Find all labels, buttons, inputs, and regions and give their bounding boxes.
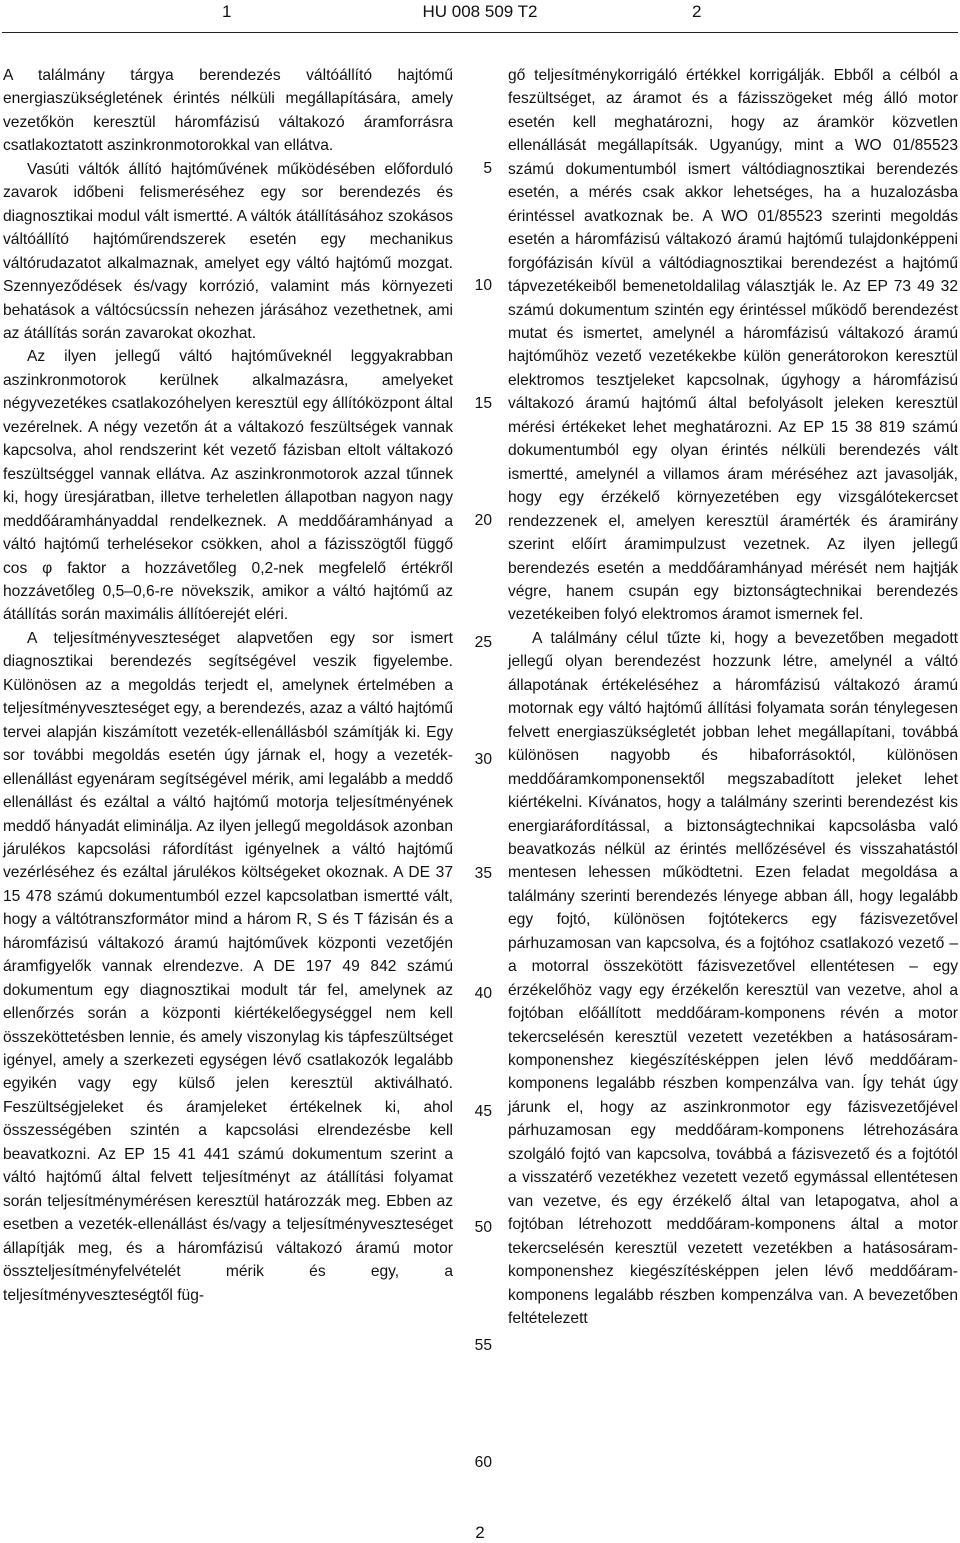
paragraph: A találmány tárgya berendezés váltóállító hajtómű energiaszükségletének érintés nélküli megállapítására, amely vezetőkön keresztül háromfázisú váltakozó áramforrásra csatlakoztatott aszinkronmotorokkal van ellátva. xyxy=(3,67,453,155)
line-number: 10 xyxy=(474,277,492,294)
document-id: HU 008 509 T2 xyxy=(422,2,538,21)
paragraph: Az ilyen jellegű váltó hajtóműveknél leggyakrabban aszinkronmotorok kerülnek alkalmazásra, amelyeket négyvezetékes csatlakozóhelyen keresztül egy állítóközpont által vezérelnek. A négy vezetőn át a váltakozó feszültségek vannak kapcsolva, ahol rendszerint két vezető fázisban eltolt váltakozó feszültséggel vannak ellátva. Az aszinkronmotorok azzal tűnnek ki, hogy üresjáratban, illetve terheletlen állapotban nagyon nagy meddőáramhányaddal rendelkeznek. A meddőáramhányad a váltó hajtómű terhelésekor csökken, ahol a fázisszögtől függő cos φ faktor a hozzávetőleg 0,2-nek megfelelő értékről hozzávetőleg 0,5–0,6-re növekszik, amikor a váltó hajtómű az átállítás során maximális állítóerejét eléri. xyxy=(3,348,453,624)
line-number: 50 xyxy=(474,1219,492,1236)
header-rule xyxy=(2,32,958,33)
line-number: 25 xyxy=(474,634,492,651)
line-number: 5 xyxy=(483,160,492,177)
line-number: 35 xyxy=(474,865,492,882)
header-page-right: 2 xyxy=(692,2,702,21)
line-number: 30 xyxy=(474,751,492,768)
left-column xyxy=(3,64,453,1307)
line-number: 55 xyxy=(474,1337,492,1354)
line-number: 15 xyxy=(474,395,492,412)
header-page-left: 1 xyxy=(222,2,232,21)
paragraph: Vasúti váltók állító hajtóművének működésében előforduló zavarok időbeni felismeréséhez egy sor berendezés és diagnosztikai modul vált ismertté. A váltók átállításához szokásos váltóállító hajtóműrendszerek esetén egy mechanikus váltórudazatot alkalmaznak, amelyet egy váltó hajtómű mozgat. Szennyeződések és/vagy korrózió, valamint más környezeti behatások a váltócsúcssín nehezen járásához vezethetnek, ami az átállítás során zavarokat okozhat. xyxy=(3,160,453,342)
line-number: 20 xyxy=(474,512,492,529)
right-column xyxy=(508,64,958,1330)
paragraph: gő teljesítménykorrigáló értékkel korrigálják. Ebből a célból a feszültséget, az áramot és a fázisszögeket még álló motor esetén kell meghatározni, hogy az áramkör közvetlen ellenállását megállapítsák. Ugyanúgy, mint a WO 01/85523 számú dokumentumból ismert váltódiagnosztikai berendezés esetén, a mérés csak akkor lehetséges, ha a huzalozásba érintéssel avatkoznak be. A WO 01/85523 szerinti megoldás esetén a háromfázisú váltakozó áramú hajtómű tulajdonképpeni forgófázisán kívül a váltódiagnosztikai berendezést a hajtómű tápvezetékeiből bemenetoldalilag választják le. Az EP 73 49 32 számú dokumentum szintén egy érintéssel működő berendezést mutat és ismertet, amelynél a háromfázisú váltakozó áramú hajtóműhöz vezető vezetékekbe külön generátorokon keresztül elektromos tesztjeleket kapcsolnak, úgyhogy a háromfázisú váltakozó áramú hajtómű által befolyásolt jeleken keresztül mérési értékeket lehet meghatározni. Az EP 15 38 819 számú dokumentumból egy olyan érintés nélküli berendezés vált ismertté, amelynél a villamos áram méréséhez azt javasolják, hogy egy érzékelő környezetében egy vizsgálótekercset rendezzenek el, amelyen keresztül áramérték és áramirány szerint előírt áramimpulzust vezetnek. Az ilyen jellegű berendezés esetén a meddőáramhányad mérését nem hajtják végre, hanem csupán egy biztonságtechnikai berendezés vezetékeiben folyó elektromos áramot ismernek fel. xyxy=(508,67,958,624)
paragraph: A találmány célul tűzte ki, hogy a bevezetőben megadott jellegű olyan berendezést hozzunk létre, amelynél a váltó állapotának értékeléséhez a háromfázisú váltakozó áramú motornak egy váltó hajtómű állítási folyamata során ténylegesen felvett energiaszükségletét jobban lehet megállapítani, továbbá különösen nagyobb és hibaforrásoktól, különösen meddőáramkomponensektől megszabadított jeleket lehet kiértékelni. Kívánatos, hogy a találmány szerinti berendezést kis energiaráfordítással, a biztonságtechnikai kapcsolásba való beavatkozás nélkül az érintés mellőzésével és visszahatástól mentesen lehessen működtetni. Ezen feladat megoldása a találmány szerinti berendezés lényege abban áll, hogy legalább egy fojtó, különösen fojtótekercs egy fázisvezetővel párhuzamosan van kapcsolva, és a fojtóhoz csatlakozó vezető – a motorral összekötött fázisvezetővel ellentétesen – egy érzékelőhöz vagy egy érzékelőn keresztül van vezetve, ahol a fojtóban előállított meddőáram-komponens révén a motor tekercselésén keresztül vezetett vezetékben a hatásosáram-komponenshez kiegészítésképpen jelen lévő meddőáram-komponens legalább részben kompenzálva van. Így tehát úgy járunk el, hogy az aszinkronmotor egy fázisvezetőjével párhuzamosan egy meddőáram-komponens létrehozására szolgáló fojtó van kapcsolva, továbbá a fázisvezető és a fojtótól a visszatérő vezetékhez vezetett vezető egymással ellentétesen van vezetve, és egy érzékelő által van letapogatva, ahol a fojtóban létrehozott meddőáram-komponens által a motor tekercselésén keresztül vezetett vezetékben a hatásosáram-komponenshez kiegészítésképpen jelen lévő meddőáram-komponens legalább részben kompenzálva van. A bevezetőben feltételezett xyxy=(508,629,958,1328)
page-footer-number: 2 xyxy=(475,1523,485,1542)
line-number: 60 xyxy=(474,1454,492,1471)
line-number: 45 xyxy=(474,1103,492,1120)
paragraph: A teljesítményveszteséget alapvetően egy sor ismert diagnosztikai berendezés segítségével veszik figyelembe. Különösen az a megoldás terjedt el, amelynek értelmében a teljesítményveszteséget egy, a berendezés, azaz a váltó hajtómű tervei alapján kiszámított vezeték-ellenállásból számítják ki. Egy sor további megoldás esetén úgy járnak el, hogy a vezeték-ellenállást egyenáram segítségével mérik, ami legalább a meddő ellenállást és ezáltal a váltó hajtómű motorja teljesítményének meddő hányadát eliminálja. Az ilyen jellegű megoldások azonban járulékos kapcsolási ráfordítást igényelnek a váltó hajtómű vezérléséhez és ezáltal járulékos költségeket okoznak. A DE 37 15 478 számú dokumentumból ezzel kapcsolatban ismertté vált, hogy a váltótranszformátor mind a három R, S és T fázisán és a háromfázisú váltakozó áramú hajtóművek központi vezetőjén áramfigyelők vannak elrendezve. A DE 197 49 842 számú dokumentum egy diagnosztikai modult tár fel, amelynek az ellenőrzés során a központi kiértékelőegységgel nem kell összeköttetésben lennie, és amely viszonylag kis tápfeszültséget igényel, amely a szerkezeti egységen lévő csatlakozók legalább egyikén vagy egy külső jelen keresztül aktiválható. Feszültségjeleket és áramjeleket értékelnek ki, ahol összességében szintén a kapcsolási elrendezésbe kell beavatkozni. Az EP 15 41 441 számú dokumentum szerint a váltó hajtómű által felvett teljesítményt az átállítási folyamat során teljesítménymérésen keresztül határozzák meg. Ebben az esetben a vezeték-ellenállást és/vagy a teljesítményveszteséget állapítják meg, és a háromfázisú váltakozó áramú motor összteljesítményfelvételét mérik és egy, a teljesítményveszteségtől füg- xyxy=(3,629,453,1304)
page-header xyxy=(0,0,960,30)
line-number: 40 xyxy=(474,985,492,1002)
